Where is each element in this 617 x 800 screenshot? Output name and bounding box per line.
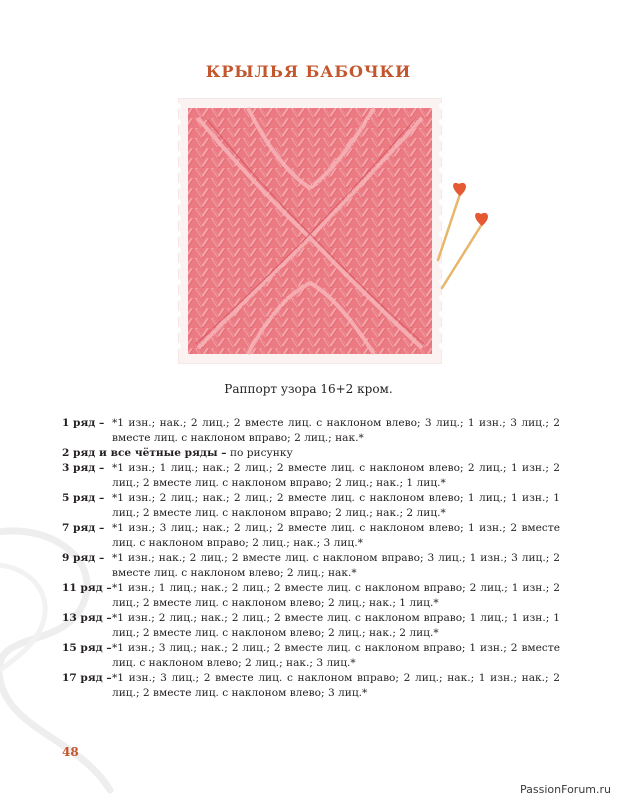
knitting-needles-decoration xyxy=(436,180,496,290)
row-label: 1 ряд – xyxy=(62,417,105,429)
instruction-row xyxy=(62,581,560,611)
instruction-row xyxy=(62,551,560,581)
instruction-row xyxy=(62,641,560,671)
row-label: 13 ряд – xyxy=(62,612,112,624)
row-text: *1 изн.; нак.; 2 лиц.; 2 вместе лиц. с наклоном вправо; 3 лиц.; 1 изн.; 3 лиц.; 2 вместе лиц. с наклоном влево; 2 лиц.; нак.* xyxy=(112,552,560,579)
instruction-row xyxy=(62,461,560,491)
row-label: 11 ряд – xyxy=(62,582,112,594)
row-text: *1 изн.; 1 лиц.; нак.; 2 лиц.; 2 вместе лиц. с наклоном влево; 2 лиц.; 1 изн.; 2 лиц.; 2 вместе лиц. с наклоном вправо; 2 лиц.; нак.; 1 лиц.* xyxy=(112,462,560,489)
row-label: 3 ряд – xyxy=(62,462,105,474)
page-number: 48 xyxy=(62,745,79,759)
pattern-repeat-caption: Раппорт узора 16+2 кром. xyxy=(224,382,393,396)
row-label: 2 ряд и все чётные ряды – xyxy=(62,447,227,459)
row-label: 7 ряд – xyxy=(62,522,105,534)
row-label: 9 ряд – xyxy=(62,552,105,564)
instruction-row xyxy=(62,611,560,641)
row-text: *1 изн.; 3 лиц.; нак.; 2 лиц.; 2 вместе лиц. с наклоном вправо; 1 изн.; 2 вместе лиц. с наклоном влево; 2 лиц.; нак.; 3 лиц.* xyxy=(112,642,560,669)
instruction-row xyxy=(62,671,560,701)
instruction-row xyxy=(62,416,560,446)
row-label: 5 ряд – xyxy=(62,492,105,504)
row-text: по рисунку xyxy=(229,447,293,459)
row-text: *1 изн.; 3 лиц.; нак.; 2 лиц.; 2 вместе лиц. с наклоном влево; 1 изн.; 2 вместе лиц. с наклоном вправо; 2 лиц.; нак.; 3 лиц.* xyxy=(112,522,560,549)
site-watermark: PassionForum.ru xyxy=(520,783,611,796)
row-text: *1 изн.; 1 лиц.; нак.; 2 лиц.; 2 вместе лиц. с наклоном вправо; 2 лиц.; 1 изн.; 2 лиц.; 2 вместе лиц. с наклоном влево; 2 лиц.; нак.; 1 лиц.* xyxy=(112,582,560,609)
instruction-row xyxy=(62,521,560,551)
row-instructions xyxy=(62,416,560,701)
row-label: 17 ряд – xyxy=(62,672,112,684)
row-text: *1 изн.; 2 лиц.; нак.; 2 лиц.; 2 вместе лиц. с наклоном влево; 1 лиц.; 1 изн.; 1 лиц.; 2 вместе лиц. с наклоном вправо; 2 лиц.; нак.; 2 лиц.* xyxy=(112,492,560,519)
instruction-row xyxy=(62,446,560,461)
row-text: *1 изн.; 3 лиц.; 2 вместе лиц. с наклоном вправо; 2 лиц.; нак.; 1 изн.; нак.; 2 лиц.; 2 вместе лиц. с наклоном влево; 3 лиц.* xyxy=(112,672,560,699)
pattern-title: КРЫЛЬЯ БАБОЧКИ xyxy=(205,62,412,81)
row-text: *1 изн.; нак.; 2 лиц.; 2 вместе лиц. с наклоном влево; 3 лиц.; 1 изн.; 3 лиц.; 2 вместе лиц. с наклоном вправо; 2 лиц.; нак.* xyxy=(112,417,560,444)
instruction-row xyxy=(62,491,560,521)
knitting-photo xyxy=(178,98,442,364)
row-label: 15 ряд – xyxy=(62,642,112,654)
row-text: *1 изн.; 2 лиц.; нак.; 2 лиц.; 2 вместе лиц. с наклоном вправо; 1 лиц.; 1 изн.; 1 лиц.; 2 вместе лиц. с наклоном влево; 2 лиц.; нак.; 2 лиц.* xyxy=(112,612,560,639)
